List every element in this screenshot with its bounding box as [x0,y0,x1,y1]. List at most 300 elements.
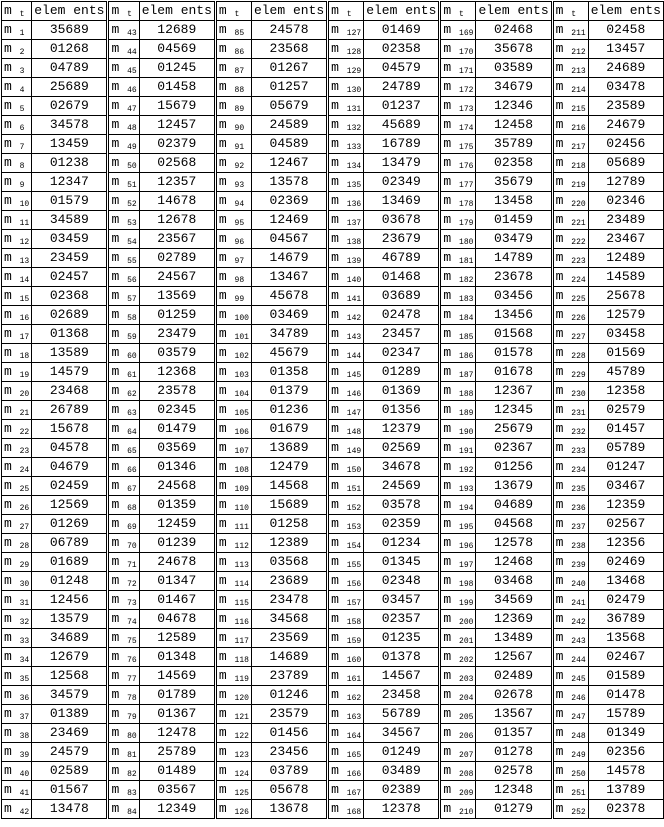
index-subscript: 121 [234,713,249,722]
elements-cell: 12679 [32,648,108,667]
index-symbol: m [4,307,12,322]
elements-cell: 03458 [588,325,663,344]
index-subscript: 218 [571,162,586,171]
index-symbol: m [111,288,120,303]
elements-cell: 01478 [588,686,663,705]
index-cell [108,572,139,591]
index-cell [552,287,588,306]
elements-cell: 03457 [364,591,440,610]
elements-cell: 01248 [32,572,108,591]
index-subscript: 77 [127,675,137,684]
elements-cell: 14579 [32,363,108,382]
elements-cell: 02367 [476,439,552,458]
elements-cell: 01259 [139,306,215,325]
index-subscript: 244 [571,656,586,665]
index-cell [552,591,588,610]
index-header [2,2,32,21]
index-symbol: m [331,231,339,246]
index-symbol: m [4,725,12,740]
elements-cell: 23569 [251,629,327,648]
elements-cell: 03567 [139,781,215,800]
elements-cell: 01378 [364,648,440,667]
elements-cell: 01457 [588,420,663,439]
index-subscript: 119 [234,675,249,684]
index-subscript: 84 [127,808,137,817]
index-symbol: m [331,3,339,18]
index-cell [2,116,32,135]
index-cell [552,420,588,439]
index-symbol: m [111,687,120,702]
elements-cell: 24578 [251,21,327,40]
index-cell [2,496,32,515]
index-subscript: 157 [346,599,362,608]
elements-cell: 13458 [476,192,552,211]
index-subscript: 161 [346,675,362,684]
index-symbol: m [111,79,120,94]
elements-cell: 46789 [364,249,440,268]
index-cell [2,249,32,268]
elements-cell: 23679 [364,230,440,249]
index-header [440,2,476,21]
index-cell [440,268,476,287]
index-subscript: 116 [234,618,249,627]
index-subscript: 193 [459,485,474,494]
elements-cell: 02368 [32,287,108,306]
index-subscript: 207 [459,751,474,760]
index-cell [108,477,139,496]
index-cell [108,154,139,173]
index-symbol: m [218,478,227,493]
index-cell [328,173,364,192]
elements-cell: 45678 [251,287,327,306]
index-cell [2,724,32,743]
index-symbol: m [443,193,452,208]
index-subscript: 197 [459,561,474,570]
index-symbol: m [555,668,564,683]
index-symbol: m [555,345,564,360]
index-subscript: 214 [571,86,586,95]
elements-cell: 01239 [139,534,215,553]
index-cell [108,667,139,686]
index-symbol: m [218,60,227,75]
index-subscript: 49 [127,143,137,152]
table-row [2,97,664,116]
index-subscript: 32 [19,618,30,627]
index-symbol: m [443,744,452,759]
index-symbol: m [218,421,227,436]
index-cell [440,211,476,230]
index-subscript: 80 [127,732,137,741]
index-subscript: 252 [571,808,586,817]
index-subscript: 184 [459,314,474,323]
index-symbol: m [331,668,339,683]
elements-cell: 12489 [588,249,663,268]
index-subscript: 141 [346,295,362,304]
index-cell [440,496,476,515]
index-subscript: 233 [571,447,586,456]
elements-cell: 02589 [32,762,108,781]
index-subscript: 42 [19,808,30,817]
table-row [2,268,664,287]
elements-header: elem ents [364,2,440,21]
index-subscript: 104 [234,390,249,399]
index-cell [108,59,139,78]
index-cell [440,325,476,344]
index-subscript: 105 [234,409,249,418]
index-subscript: 95 [234,219,245,228]
index-cell [215,135,251,154]
index-cell [440,249,476,268]
index-cell [440,800,476,819]
elements-cell: 23457 [364,325,440,344]
index-symbol: m [111,459,120,474]
table-row [2,439,664,458]
table-row [2,21,664,40]
index-symbol: m [111,782,120,797]
index-symbol: m [4,421,12,436]
index-cell [2,705,32,724]
index-cell [108,401,139,420]
index-subscript: 115 [234,599,249,608]
index-symbol: m [555,402,564,417]
index-symbol: m [555,592,564,607]
index-subscript: 19 [19,371,30,380]
elements-cell: 12469 [251,211,327,230]
index-cell [440,629,476,648]
elements-cell: 01234 [364,534,440,553]
index-cell [440,78,476,97]
index-subscript: 237 [571,523,586,532]
table-row [2,154,664,173]
index-cell [440,135,476,154]
index-symbol: m [4,706,12,721]
index-subscript: 165 [346,751,362,760]
index-cell [108,287,139,306]
index-symbol: m [331,706,339,721]
index-cell [328,591,364,610]
index-symbol: m [218,174,227,189]
index-symbol: m [443,174,452,189]
elements-cell: 04689 [476,496,552,515]
index-cell [440,439,476,458]
elements-cell: 23478 [251,591,327,610]
elements-cell: 02578 [476,762,552,781]
index-cell [2,363,32,382]
index-cell [440,40,476,59]
elements-cell: 15679 [139,97,215,116]
index-symbol: m [111,535,120,550]
index-subscript: 178 [459,200,474,209]
index-symbol: m [218,117,227,132]
index-subscript: 219 [571,181,586,190]
index-cell [2,667,32,686]
index-symbol: m [111,41,120,56]
elements-cell: 04678 [139,610,215,629]
index-subscript: 60 [127,352,137,361]
index-cell [328,781,364,800]
table-row [2,496,664,515]
index-subscript: 75 [127,637,137,646]
index-subscript: t [571,10,577,19]
index-symbol: m [111,155,120,170]
index-cell [552,800,588,819]
elements-cell: 01379 [251,382,327,401]
elements-cell: 14578 [588,762,663,781]
elements-cell: 34579 [32,686,108,705]
table-row [2,762,664,781]
index-cell [215,705,251,724]
elements-cell: 04567 [251,230,327,249]
index-symbol: m [555,136,564,151]
index-cell [108,629,139,648]
elements-cell: 03579 [139,344,215,363]
elements-cell: 02567 [588,515,663,534]
index-symbol: m [111,478,120,493]
index-subscript: 27 [19,523,30,532]
elements-cell: 01237 [364,97,440,116]
index-cell [215,629,251,648]
index-cell [552,762,588,781]
index-subscript: 101 [234,333,249,342]
index-symbol: m [555,326,564,341]
index-subscript: 179 [459,219,474,228]
index-symbol: m [555,535,564,550]
index-symbol: m [555,421,564,436]
elements-cell: 04578 [32,439,108,458]
index-subscript: 91 [234,143,245,152]
index-cell [2,515,32,534]
index-cell [215,648,251,667]
index-cell [440,154,476,173]
elements-cell: 01249 [364,743,440,762]
index-symbol: m [443,611,452,626]
index-symbol: m [555,269,564,284]
elements-cell: 24789 [364,78,440,97]
table-row [2,401,664,420]
index-symbol: m [218,155,227,170]
table-row [2,306,664,325]
elements-cell: 02347 [364,344,440,363]
elements-cell: 12356 [588,534,663,553]
index-subscript: 76 [127,656,137,665]
index-cell [215,667,251,686]
index-subscript: 210 [459,808,474,817]
index-cell [108,230,139,249]
index-cell [108,192,139,211]
index-subscript: 156 [346,580,362,589]
elements-cell: 34678 [364,458,440,477]
index-symbol: m [555,60,564,75]
index-subscript: 158 [346,618,362,627]
index-subscript: 10 [19,200,30,209]
index-cell [215,553,251,572]
elements-cell: 15678 [32,420,108,439]
index-cell [552,306,588,325]
elements-cell: 14789 [476,249,552,268]
index-cell [328,629,364,648]
elements-cell: 02369 [251,192,327,211]
index-symbol: m [555,763,564,778]
index-symbol: m [4,117,12,132]
index-subscript: 106 [234,428,249,437]
index-subscript: 152 [346,504,362,513]
index-subscript: 52 [127,200,137,209]
index-symbol: m [218,725,227,740]
index-cell [2,192,32,211]
elements-cell: 02358 [476,154,552,173]
index-subscript: 72 [127,580,137,589]
index-subscript: 100 [234,314,249,323]
index-cell [440,230,476,249]
index-cell [215,610,251,629]
index-subscript: 110 [234,504,249,513]
elements-cell: 12567 [476,648,552,667]
index-cell [108,724,139,743]
index-cell [328,743,364,762]
index-subscript: 41 [19,789,30,798]
index-cell [328,610,364,629]
elements-cell: 25689 [32,78,108,97]
index-cell [215,686,251,705]
index-cell [328,268,364,287]
index-symbol: m [218,516,227,531]
index-symbol: m [111,573,120,588]
index-subscript: 39 [19,751,30,760]
index-subscript: 50 [127,162,137,171]
index-cell [328,686,364,705]
index-subscript: 117 [234,637,249,646]
index-symbol: m [555,212,564,227]
index-subscript: 96 [234,238,245,247]
index-cell [328,344,364,363]
index-symbol: m [4,345,12,360]
index-cell [108,781,139,800]
index-cell [215,230,251,249]
elements-cell: 02356 [588,743,663,762]
index-subscript: 144 [346,352,362,361]
elements-cell: 12368 [139,363,215,382]
table-row [2,382,664,401]
table-row [2,249,664,268]
elements-cell: 12589 [139,629,215,648]
table-row [2,325,664,344]
elements-cell: 06789 [32,534,108,553]
index-subscript: 20 [19,390,30,399]
index-cell [440,97,476,116]
index-symbol: m [4,402,12,417]
index-symbol: m [4,592,12,607]
elements-cell: 12379 [364,420,440,439]
index-subscript: 155 [346,561,362,570]
elements-cell: 02459 [32,477,108,496]
index-subscript: 78 [127,694,137,703]
index-cell [2,401,32,420]
elements-cell: 03469 [251,306,327,325]
elements-cell: 23568 [251,40,327,59]
index-symbol: m [218,573,227,588]
index-cell [328,496,364,515]
elements-cell: 01345 [364,553,440,572]
index-symbol: m [443,383,452,398]
index-cell [328,78,364,97]
index-symbol: m [218,706,227,721]
index-subscript: 134 [346,162,362,171]
index-symbol: m [331,364,339,379]
elements-cell: 04579 [364,59,440,78]
index-cell [552,705,588,724]
index-subscript: 143 [346,333,362,342]
index-subscript: 138 [346,238,362,247]
index-cell [215,781,251,800]
index-cell [2,686,32,705]
index-cell [2,135,32,154]
index-symbol: m [218,440,227,455]
index-subscript: 90 [234,124,245,133]
index-symbol: m [443,421,452,436]
index-symbol: m [443,60,452,75]
index-symbol: m [555,155,564,170]
index-cell [2,610,32,629]
index-subscript: 213 [571,67,586,76]
elements-cell: 02348 [364,572,440,591]
index-cell [2,211,32,230]
index-subscript: t [234,10,240,19]
index-symbol: m [111,421,120,436]
elements-cell: 23678 [476,268,552,287]
index-subscript: 124 [234,770,249,779]
index-subscript: 136 [346,200,362,209]
elements-cell: 04589 [251,135,327,154]
table-row [2,534,664,553]
index-symbol: m [4,41,12,56]
index-cell [552,724,588,743]
table-row [2,553,664,572]
index-symbol: m [331,136,339,151]
index-symbol: m [555,383,564,398]
index-subscript: 51 [127,181,137,190]
elements-cell: 12569 [32,496,108,515]
elements-cell: 01346 [139,458,215,477]
index-cell [328,306,364,325]
index-cell [552,743,588,762]
elements-cell: 23567 [139,230,215,249]
index-cell [552,534,588,553]
index-cell [215,249,251,268]
index-cell [328,572,364,591]
index-cell [215,591,251,610]
elements-cell: 13469 [364,192,440,211]
index-symbol: m [331,60,339,75]
index-symbol: m [4,22,12,37]
index-cell [552,59,588,78]
index-symbol: m [443,402,452,417]
elements-cell: 03489 [364,762,440,781]
elements-cell: 13478 [32,800,108,819]
elements-cell: 02569 [364,439,440,458]
index-cell [440,173,476,192]
index-symbol: m [111,516,120,531]
table-row [2,420,664,439]
elements-cell: 12458 [476,116,552,135]
index-cell [108,496,139,515]
index-subscript: 228 [571,352,586,361]
index-symbol: m [331,326,339,341]
index-symbol: m [555,649,564,664]
index-symbol: m [331,649,339,664]
elements-cell: 01579 [32,192,108,211]
index-subscript: 6 [19,124,25,133]
index-symbol: m [4,79,12,94]
